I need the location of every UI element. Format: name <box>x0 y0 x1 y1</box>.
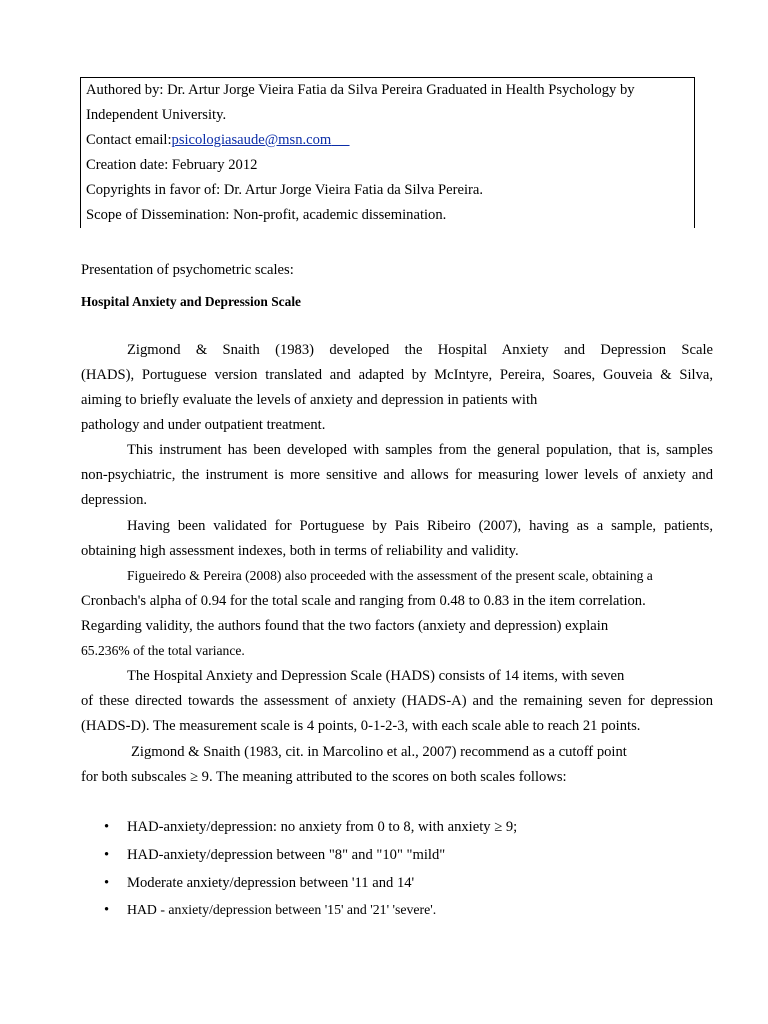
bullet-icon: • <box>104 847 110 863</box>
bullet-icon: • <box>104 902 110 918</box>
p5-line2: of these directed towards the assessment of anxiety (HADS-A) and the remaining seven for depression <box>81 693 713 709</box>
p3-line1: Having been validated for Portuguese by Pais Ribeiro (2007), having as a sample, patients, <box>127 518 713 534</box>
p4-line2: Cronbach's alpha of 0.94 for the total scale and ranging from 0.48 to 0.83 in the item correlation. <box>81 593 646 609</box>
author-info-box <box>80 77 695 228</box>
contact-email-underline-tail <box>331 132 349 148</box>
section-heading: Hospital Anxiety and Depression Scale <box>81 294 301 309</box>
contact-line <box>86 132 350 149</box>
p6-line2: for both subscales ≥ 9. The meaning attributed to the scores on both scales follows: <box>81 769 567 785</box>
p5-line1: The Hospital Anxiety and Depression Scale (HADS) consists of 14 items, with seven <box>127 668 625 684</box>
list-item: HAD-anxiety/depression: no anxiety from 0 to 8, with anxiety ≥ 9; <box>127 819 518 835</box>
p5-line3: (HADS-D). The measurement scale is 4 points, 0-1-2-3, with each scale able to reach 21 points. <box>81 718 641 734</box>
p1-line3: aiming to briefly evaluate the levels of anxiety and depression in patients with <box>81 392 538 408</box>
p4-line1: Figueiredo & Pereira (2008) also proceeded with the assessment of the present scale, obtaining a <box>127 568 653 583</box>
list-item: HAD-anxiety/depression between "8" and "10" "mild" <box>127 847 446 863</box>
author-line: Authored by: Dr. Artur Jorge Vieira Fatia da Silva Pereira Graduated in Health Psychology by <box>86 82 635 98</box>
bullet-icon: • <box>104 875 110 891</box>
list-item: HAD - anxiety/depression between '15' and '21' 'severe'. <box>127 902 437 917</box>
copyright-line: Copyrights in favor of: Dr. Artur Jorge Vieira Fatia da Silva Pereira. <box>86 182 483 198</box>
bullet-icon: • <box>104 819 110 835</box>
p1-line4: pathology and under outpatient treatment. <box>81 417 326 433</box>
creation-date: Creation date: February 2012 <box>86 157 258 173</box>
p1-line1: Zigmond & Snaith (1983) developed the Hospital Anxiety and Depression Scale <box>127 342 713 358</box>
contact-email-link[interactable]: psicologiasaude@msn.com <box>171 132 332 148</box>
scope-line: Scope of Dissemination: Non-profit, academic dissemination. <box>86 207 447 223</box>
p2-line3: depression. <box>81 492 148 508</box>
p2-line1: This instrument has been developed with samples from the general population, that is, samples <box>127 442 713 458</box>
p4-line3: Regarding validity, the authors found that the two factors (anxiety and depression) explain <box>81 618 609 634</box>
university-line: Independent University. <box>86 107 227 123</box>
p1-line2: (HADS), Portuguese version translated and adapted by McIntyre, Pereira, Soares, Gouveia & Silva, <box>81 367 713 383</box>
p2-line2: non-psychiatric, the instrument is more sensitive and allows for measuring lower levels of anxiety and <box>81 467 713 483</box>
contact-label: Contact email: <box>86 132 172 148</box>
list-item: Moderate anxiety/depression between '11 and 14' <box>127 875 415 891</box>
intro-text: Presentation of psychometric scales: <box>81 262 294 278</box>
p4-line4: 65.236% of the total variance. <box>81 643 245 658</box>
p3-line2: obtaining high assessment indexes, both in terms of reliability and validity. <box>81 543 519 559</box>
p6-line1: Zigmond & Snaith (1983, cit. in Marcolino et al., 2007) recommend as a cutoff point <box>131 744 627 760</box>
